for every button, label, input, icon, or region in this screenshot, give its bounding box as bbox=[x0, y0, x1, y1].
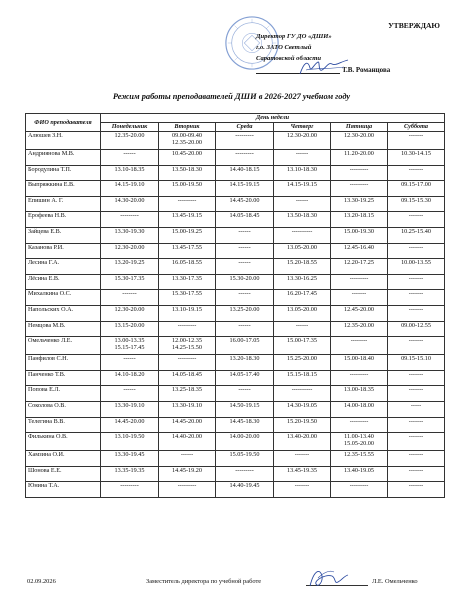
schedule-cell: 12.35-20.00 bbox=[101, 132, 159, 150]
schedule-cell: ------ bbox=[216, 321, 274, 337]
schedule-cell: ------ bbox=[216, 290, 274, 306]
schedule-cell: 14.30-19.05 bbox=[274, 401, 331, 417]
schedule-cell: 14.15-19.15 bbox=[216, 181, 274, 197]
schedule-cell: ------- bbox=[388, 466, 445, 482]
schedule-cell: 13.10-19.15 bbox=[159, 305, 216, 321]
schedule-cell: 14.45-20.00 bbox=[159, 417, 216, 433]
schedule-cell: 14.05-17.40 bbox=[216, 370, 274, 386]
schedule-cell: 16.05-18.55 bbox=[159, 259, 216, 275]
column-header-day: Четверг bbox=[274, 123, 331, 132]
approval-heading: УТВЕРЖДАЮ bbox=[388, 21, 440, 30]
schedule-cell: 13.45-19.35 bbox=[274, 466, 331, 482]
column-header-day: Понедельник bbox=[101, 123, 159, 132]
schedule-cell: 14.05-18.45 bbox=[159, 370, 216, 386]
teacher-name: Лесина Г.А. bbox=[26, 259, 101, 275]
approval-line-3: Саратовской области bbox=[256, 55, 321, 62]
teacher-name: Филькина О.В. bbox=[26, 433, 101, 451]
approval-line-1: Директор ГУ ДО «ДШИ» bbox=[256, 33, 332, 40]
schedule-cell: 15.30-17.55 bbox=[159, 290, 216, 306]
schedule-cell: ------ bbox=[274, 321, 331, 337]
schedule-cell: 12.45-20.00 bbox=[331, 305, 388, 321]
schedule-cell: ------- bbox=[388, 370, 445, 386]
schedule-cell: 13.45-17.55 bbox=[159, 243, 216, 259]
schedule-cell: 14.15-19.10 bbox=[101, 181, 159, 197]
schedule-cell: --------- bbox=[331, 482, 388, 498]
schedule-cell: 15.00-19.50 bbox=[159, 181, 216, 197]
schedule-cell: 10.45-20.00 bbox=[159, 150, 216, 166]
table-row bbox=[26, 243, 445, 259]
schedule-cell: ------- bbox=[388, 417, 445, 433]
schedule-cell: 13.00-13.35 15.15-17.45 bbox=[101, 337, 159, 355]
teacher-name: Епишин А. Г. bbox=[26, 196, 101, 212]
schedule-cell: --------- bbox=[101, 482, 159, 498]
schedule-cell: 13.25-18.35 bbox=[159, 386, 216, 402]
table-row bbox=[26, 401, 445, 417]
schedule-cell: 09.00-09.40 12.35-20.00 bbox=[159, 132, 216, 150]
schedule-body bbox=[26, 132, 445, 498]
schedule-cell: 13.20-18.30 bbox=[216, 355, 274, 371]
table-row bbox=[26, 370, 445, 386]
schedule-cell: ------- bbox=[388, 482, 445, 498]
column-header-day: Пятница bbox=[331, 123, 388, 132]
schedule-cell: 12.20-17.25 bbox=[331, 259, 388, 275]
deputy-name: Л.Е. Омельченко bbox=[372, 578, 418, 585]
schedule-cell: 15.20-19.50 bbox=[274, 417, 331, 433]
teacher-name: Казанова Р.И. bbox=[26, 243, 101, 259]
schedule-cell: 15.15-18.15 bbox=[274, 370, 331, 386]
table-row bbox=[26, 290, 445, 306]
schedule-cell: 13.50-18.30 bbox=[274, 212, 331, 228]
schedule-cell: --------- bbox=[331, 370, 388, 386]
schedule-cell: 12.30-20.00 bbox=[274, 132, 331, 150]
teacher-name: Немцова М.В. bbox=[26, 321, 101, 337]
schedule-cell: --------- bbox=[216, 150, 274, 166]
schedule-cell: 14.05-18.45 bbox=[216, 212, 274, 228]
schedule-cell: ------- bbox=[274, 482, 331, 498]
schedule-cell: 15.20-18.55 bbox=[274, 259, 331, 275]
schedule-cell: 13.30-19.10 bbox=[159, 401, 216, 417]
teacher-name: Зайцева Е.В. bbox=[26, 227, 101, 243]
schedule-cell: --------- bbox=[159, 355, 216, 371]
schedule-cell: --------- bbox=[159, 196, 216, 212]
schedule-cell: 09.15-15.10 bbox=[388, 355, 445, 371]
schedule-cell: ------ bbox=[101, 386, 159, 402]
table-row bbox=[26, 337, 445, 355]
schedule-cell: ------- bbox=[388, 132, 445, 150]
schedule-cell: 10.30-14.15 bbox=[388, 150, 445, 166]
schedule-cell: 13.10-18.30 bbox=[274, 165, 331, 181]
schedule-cell: 14.45-20.00 bbox=[216, 196, 274, 212]
teacher-name: Выпряжкина Е.В. bbox=[26, 181, 101, 197]
schedule-cell: ---------- bbox=[274, 386, 331, 402]
schedule-cell: 12.35-20.00 bbox=[331, 321, 388, 337]
schedule-cell: 13.30-19.10 bbox=[101, 401, 159, 417]
teacher-name: Телегина В.В. bbox=[26, 417, 101, 433]
teacher-name: Алюшев З.Н. bbox=[26, 132, 101, 150]
schedule-cell: ----- bbox=[388, 401, 445, 417]
schedule-cell: ------- bbox=[331, 290, 388, 306]
column-header-fio bbox=[26, 114, 101, 132]
schedule-cell: 13.30-19.30 bbox=[101, 227, 159, 243]
schedule-cell: ------ bbox=[216, 243, 274, 259]
column-header-day: Суббота bbox=[388, 123, 445, 132]
schedule-cell: 12.35-15.55 bbox=[331, 451, 388, 467]
fio-header-label: ФИО преподавателя bbox=[34, 118, 92, 126]
column-header-day: Среда bbox=[216, 123, 274, 132]
schedule-cell: ------- bbox=[388, 243, 445, 259]
teacher-name: Бородулина Т.П. bbox=[26, 165, 101, 181]
teacher-name: Попова Е.Л. bbox=[26, 386, 101, 402]
schedule-cell: 09.15-15.30 bbox=[388, 196, 445, 212]
table-row bbox=[26, 355, 445, 371]
schedule-cell: ------- bbox=[388, 212, 445, 228]
table-row bbox=[26, 482, 445, 498]
schedule-cell: --------- bbox=[159, 321, 216, 337]
schedule-cell: ---------- bbox=[274, 227, 331, 243]
schedule-cell: -------- bbox=[331, 337, 388, 355]
schedule-cell: 13.05-20.00 bbox=[274, 305, 331, 321]
schedule-cell: ------- bbox=[388, 305, 445, 321]
schedule-table bbox=[25, 113, 445, 498]
schedule-cell: 15.00-19.25 bbox=[159, 227, 216, 243]
schedule-cell: ------- bbox=[274, 451, 331, 467]
schedule-cell: 11.20-20.00 bbox=[331, 150, 388, 166]
schedule-cell: 13.50-18.30 bbox=[159, 165, 216, 181]
teacher-name: Шонова Е.Е. bbox=[26, 466, 101, 482]
column-header-day: Вторник bbox=[159, 123, 216, 132]
table-row bbox=[26, 132, 445, 150]
schedule-cell: 14.45-18.30 bbox=[216, 417, 274, 433]
schedule-cell: 09.15-17.00 bbox=[388, 181, 445, 197]
schedule-cell: ------- bbox=[388, 290, 445, 306]
schedule-cell: --------- bbox=[101, 212, 159, 228]
schedule-cell: --------- bbox=[331, 181, 388, 197]
table-row bbox=[26, 259, 445, 275]
schedule-cell: 14.40-18.15 bbox=[216, 165, 274, 181]
teacher-name: Юнина Т.А. bbox=[26, 482, 101, 498]
schedule-cell: ------- bbox=[388, 386, 445, 402]
schedule-cell: 15.05-19.50 bbox=[216, 451, 274, 467]
schedule-cell: 13.40-19.05 bbox=[331, 466, 388, 482]
schedule-cell: --------- bbox=[159, 482, 216, 498]
approval-line-2: г.о. ЗАТО Светлый bbox=[256, 44, 312, 51]
schedule-cell: 10.00-13.55 bbox=[388, 259, 445, 275]
schedule-cell: --------- bbox=[216, 132, 274, 150]
schedule-cell: 14.50-19.15 bbox=[216, 401, 274, 417]
schedule-cell: 15.00-19.30 bbox=[331, 227, 388, 243]
schedule-cell: 12.30-20.00 bbox=[101, 305, 159, 321]
table-row bbox=[26, 433, 445, 451]
schedule-cell: 12.00-12.35 14.25-15.50 bbox=[159, 337, 216, 355]
director-signature-icon bbox=[296, 56, 352, 78]
table-row bbox=[26, 196, 445, 212]
schedule-cell: ------ bbox=[101, 355, 159, 371]
schedule-cell: ------- bbox=[388, 165, 445, 181]
schedule-cell: 13.35-19.35 bbox=[101, 466, 159, 482]
schedule-cell: 15.30-17.35 bbox=[101, 274, 159, 290]
schedule-cell: ------- bbox=[388, 433, 445, 451]
table-row bbox=[26, 212, 445, 228]
schedule-cell: 13.10-19.50 bbox=[101, 433, 159, 451]
table-row bbox=[26, 386, 445, 402]
schedule-cell: --------- bbox=[216, 466, 274, 482]
schedule-cell: 16.20-17.45 bbox=[274, 290, 331, 306]
schedule-cell: ------- bbox=[101, 290, 159, 306]
schedule-cell: 11.00-13.40 15.05-20.00 bbox=[331, 433, 388, 451]
schedule-cell: 14.45-19.20 bbox=[159, 466, 216, 482]
schedule-cell: 13.20-18.15 bbox=[331, 212, 388, 228]
table-row bbox=[26, 451, 445, 467]
table-row bbox=[26, 150, 445, 166]
schedule-cell: ------ bbox=[159, 451, 216, 467]
schedule-cell: 13.30-16.25 bbox=[274, 274, 331, 290]
table-row bbox=[26, 305, 445, 321]
schedule-cell: 14.40-19.45 bbox=[216, 482, 274, 498]
teacher-name: Напольских О.А. bbox=[26, 305, 101, 321]
schedule-cell: 16.00-17.05 bbox=[216, 337, 274, 355]
teacher-name: Хамзина О.И. bbox=[26, 451, 101, 467]
teacher-name: Андриянова М.В. bbox=[26, 150, 101, 166]
schedule-cell: --------- bbox=[331, 274, 388, 290]
table-row bbox=[26, 181, 445, 197]
schedule-cell: 13.30-19.45 bbox=[101, 451, 159, 467]
schedule-cell: 15.30-20.00 bbox=[216, 274, 274, 290]
schedule-cell: ------ bbox=[216, 386, 274, 402]
schedule-cell: 13.30-17.35 bbox=[159, 274, 216, 290]
approval-signatory: Т.В. Романцова bbox=[342, 66, 391, 74]
schedule-cell: ------- bbox=[388, 451, 445, 467]
schedule-cell: 15.25-20.00 bbox=[274, 355, 331, 371]
schedule-cell: 14.00-20.00 bbox=[216, 433, 274, 451]
schedule-cell: ------ bbox=[274, 196, 331, 212]
schedule-cell: ------- bbox=[388, 274, 445, 290]
teacher-name: Лёсина Е.В. bbox=[26, 274, 101, 290]
column-group-weekday: День недели bbox=[101, 114, 445, 123]
schedule-cell: 12.30-20.00 bbox=[101, 243, 159, 259]
teacher-name: Панченко Т.В. bbox=[26, 370, 101, 386]
schedule-cell: 13.45-19.15 bbox=[159, 212, 216, 228]
table-row bbox=[26, 417, 445, 433]
schedule-cell: 15.00-18.40 bbox=[331, 355, 388, 371]
table-row bbox=[26, 165, 445, 181]
schedule-cell: --------- bbox=[331, 417, 388, 433]
schedule-cell: ------ bbox=[101, 150, 159, 166]
table-row bbox=[26, 321, 445, 337]
schedule-cell: 14.10-18.20 bbox=[101, 370, 159, 386]
schedule-cell: ------- bbox=[388, 337, 445, 355]
schedule-cell: 13.20-19.25 bbox=[101, 259, 159, 275]
schedule-cell: 13.30-19.25 bbox=[331, 196, 388, 212]
document-date: 02.09.2026 bbox=[27, 578, 56, 585]
page-title: Режим работы преподавателей ДШИ в 2026-2027 учебном году bbox=[112, 92, 351, 101]
approval-signature-row bbox=[256, 64, 456, 76]
schedule-cell: 13.10-18.35 bbox=[101, 165, 159, 181]
schedule-cell: 14.30-20.00 bbox=[101, 196, 159, 212]
schedule-cell: 09.00-12.55 bbox=[388, 321, 445, 337]
schedule-cell: ------ bbox=[274, 150, 331, 166]
schedule-cell: 14.00-18.00 bbox=[331, 401, 388, 417]
schedule-cell: 13.00-18.35 bbox=[331, 386, 388, 402]
schedule-cell: 15.00-17.35 bbox=[274, 337, 331, 355]
schedule-cell: --------- bbox=[331, 165, 388, 181]
schedule-cell: 13.15-20.00 bbox=[101, 321, 159, 337]
schedule-cell: 10.25-15.40 bbox=[388, 227, 445, 243]
deputy-signature-icon bbox=[304, 566, 352, 592]
schedule-cell: 14.40-20.00 bbox=[159, 433, 216, 451]
schedule-cell: 14.15-19.15 bbox=[274, 181, 331, 197]
schedule-cell: 13.40-20.00 bbox=[274, 433, 331, 451]
schedule-cell: 14.45-20.00 bbox=[101, 417, 159, 433]
table-row bbox=[26, 466, 445, 482]
teacher-name: Михалкина О.С. bbox=[26, 290, 101, 306]
teacher-name: Ерофеева Н.В. bbox=[26, 212, 101, 228]
teacher-name: Омельченко Л.Е. bbox=[26, 337, 101, 355]
table-row bbox=[26, 227, 445, 243]
schedule-cell: 13.25-20.00 bbox=[216, 305, 274, 321]
schedule-cell: 13.05-20.00 bbox=[274, 243, 331, 259]
teacher-name: Панфилов С.Н. bbox=[26, 355, 101, 371]
deputy-title: Заместитель директора по учебной работе bbox=[146, 578, 262, 585]
schedule-cell: ------ bbox=[216, 227, 274, 243]
schedule-cell: 12.45-16.40 bbox=[331, 243, 388, 259]
teacher-name: Соколова О.В. bbox=[26, 401, 101, 417]
table-row bbox=[26, 274, 445, 290]
schedule-cell: 12.30-20.00 bbox=[331, 132, 388, 150]
approval-block bbox=[256, 20, 456, 76]
schedule-cell: ------ bbox=[216, 259, 274, 275]
